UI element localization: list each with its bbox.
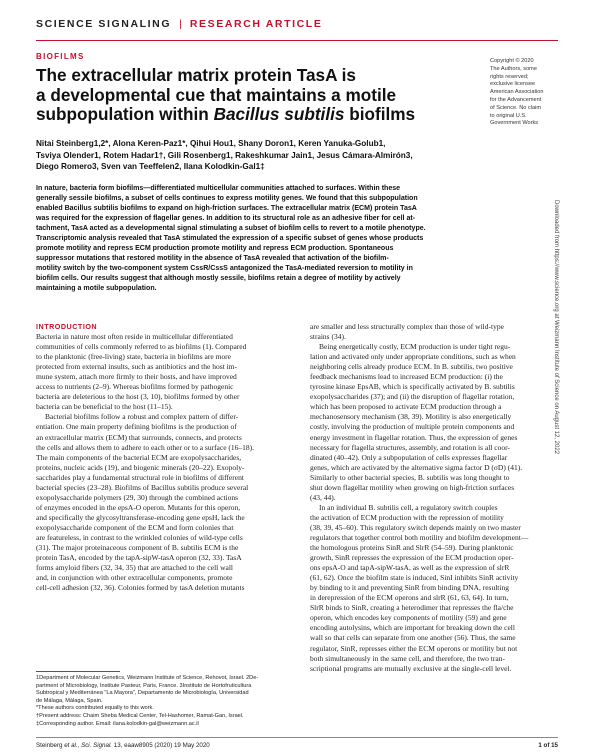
footnotes: 1Department of Molecular Genetics, Weizmann Institute of Science, Rehovot, Israel. 2De- partment of Microbiology, Institute Pasteur, Paris, France. 3Instituto de Hortofruticultura Subtropical y Mediterránea "La Mayora", Departamento de Microbiología, Universidad de Málaga, Málaga, Spain. *These authors contributed equally to this work. †Present address: Chaim Sheba Medical Center, Tel-Hashomer, Ramat-Gan, Israel. ‡Corresponding author. Email: ilana.kolodkin-gal@weizmann.ac.il	[36, 675, 259, 727]
section-heading-introduction: INTRODUCTION	[36, 322, 98, 331]
article-title	[36, 66, 476, 125]
abstract: In nature, bacteria form biofilms—differentiated multicellular communities attached to surfaces. Within these generally sessile biofilms, a subset of cells continues to express motility genes. We found that this subpopulation enabled Bacillus subtilis biofilms to expand on high-friction surfaces. The extracellular matrix (ECM) protein TasA was required for the expression of flagellar genes. In addition to its structural role as an adhesive fiber for cell at- tachment, TasA acted as a developmental signal stimulating a subset of biofilm cells to revert to a motile phenotype. Transcriptomic analysis revealed that TasA stimulated the expression of a specific subset of genes whose products promote motility and repress ECM production promote motility and repress ECM production. Spontaneous suppressor mutations that restored motility in the absence of TasA revealed that activation of the biofilm- motility switch by the two-component system CssR/CssS antagonized the TasA-mediated reversion to motility in biofilm cells. Our results suggest that although mostly sessile, biofilms retain a degree of motility by actively maintaining a motile subpopulation.	[36, 185, 426, 292]
title-line-3: subpopulation within Bacillus subtilis biofilms	[36, 104, 416, 124]
body-column-right: are smaller and less structurally complex than those of wild-type strains (34). Being energetically costly, ECM production is under tight regu- lation and activated only under appropriate conditions, such as when neighboring cells already produce ECM. In B. subtilis, two positive feedback mechanisms lead to increased ECM production: (i) the tyrosine kinase EpsAB, which is specifically activated by B. subtilis exopolysaccharides (37); and (ii) the disruption of flagellar rotation, which has been proposed to activate ECM production through a mechanosensory mechanism (38, 39). Motility is also energetically costly, involving the production of multiple protein components and energy investment in flagellar rotation. Thus, the expression of genes necessary for flagella structures, assembly, and rotation is all coor- dinated (40–42). Only a subpopulation of cells expresses flagellar genes, which are activated by the alternative sigma factor D (σD) (41). Similarly to other bacterial species, B. subtilis was long thought to shut down flagellar motility when growing on high-friction surfaces (43, 44). In an individual B. subtilis cell, a regulatory switch couples the activation of ECM production with the repression of motility (38, 39, 45–60). This regulatory switch depends mainly on two master regulators that together control both motility and biofilm development— the homologous proteins SinR and SlrR (54–59). During planktonic growth, SinR represses the expression of the ECM production oper- ons epsA-O and tapA-sipW-tasA, as well as the expression of slrR (61, 62). Once the biofilm state is induced, SinI inhibits SinR activity by binding to it and preventing SinR from binding DNA, resulting in derepression of the ECM operons and slrR (61, 63, 64). In turn, SlrR binds to SinR, creating a heterodimer that represses the fla/che operon, which encodes key components of motility (59) and gene encoding autolysins, which are important for breaking down the cell wall so that cells can separate from one another (56). Thus, the same regulator, SinR, represses either the ECM operons or motility but not both simultaneously in the same cell, and therefore, the two tran- scriptional programs are mutually exclusive at the single-cell level.	[310, 322, 529, 673]
author-list	[36, 138, 476, 173]
download-watermark: Downloaded from https://www.science.org at Weizmann Institute of Science on August 12, 2022	[553, 200, 559, 455]
journal-name: SCIENCE SIGNALING	[36, 18, 172, 30]
author-line-2: Tsviya Olender1, Rotem Hadar1†, Gili Rosenberg1, Rakeshkumar Jain1, Jesus Cámara-Almirón3,	[36, 150, 413, 160]
journal-header	[36, 14, 556, 38]
author-line-3: Diego Romero3, Sven van Teeffelen2, Ilana Kolodkin-Gal1‡	[36, 162, 265, 172]
footnote-rule	[36, 671, 120, 672]
header-rule	[36, 40, 558, 41]
body-column-left: INTRODUCTION Bacteria in nature most often reside in multicellular differentiated communities of cells commonly referred to as biofilms (1). Compared to the planktonic (free-living) state, bacteria in biofilms are more protected from external insults, such as antibiotics and the host im- mune system, attach more firmly to their hosts, and have improved access to nutrients (2–9). Whereas biofilms formed by pathogenic bacteria are deleterious to the host (3, 10), biofilms formed by other bacteria can be beneficial to the host (11–15). Bacterial biofilms follow a robust and complex pattern of differ- entiation. One main property defining biofilms is the production of an extracellular matrix (ECM) that surrounds, connects, and protects the cells and allows them to adhere to each other or to a surface (16–18). The main components of the bacterial ECM are exopolysaccharides, proteins, nucleic acids (19), and biogenic minerals (20–22). Exopoly- saccharides play a fundamental structural role in biofilms of different bacterial species (23–28). Biofilms of Bacillus subtilis produce several exopolysaccharide polymers (29, 30) through the combined actions of enzymes encoded in the epsA-O operon. Mutants for this operon, and specifically the glycosyltransferase-encoding gene epsH, lack the exopolysaccharide component of the ECM and form colonies that are featureless, in contrast to the wrinkled colonies of wild-type cells (31). The major proteinaceous component of B. subtilis ECM is the protein TasA, encoded by the tapA-sipW-tasA operon (32, 33). TasA forms amyloid fibers (32, 34, 35) that are attached to the cell wall and, in conjunction with other extracellular components, promote cell-cell adhesion (32, 36). Colonies formed by tasA deletion mutants	[36, 322, 278, 593]
header-separator: |	[179, 18, 182, 30]
footer-rule	[36, 737, 558, 738]
section-label: RESEARCH ARTICLE	[189, 18, 323, 30]
subject-label: BIOFILMS	[36, 52, 85, 61]
title-line-1: The extracellular matrix protein TasA is	[36, 65, 356, 85]
page-number: 1 of 15	[538, 742, 558, 749]
author-line-1: Nitai Steinberg1,2*, Alona Keren-Paz1*, Qihui Hou1, Shany Doron1, Keren Yanuka-Golub1,	[36, 139, 386, 148]
title-line-2: a developmental cue that maintains a motile	[36, 84, 397, 105]
copyright-notice: Copyright © 2020 The Authors, some rights reserved; exclusive licensee American Association for the Advancement of Science. No claim to original U.S. Government Works	[490, 58, 544, 127]
citation: Steinberg et al., Sci. Signal. 13, eaaw8905 (2020) 19 May 2020	[36, 742, 210, 749]
